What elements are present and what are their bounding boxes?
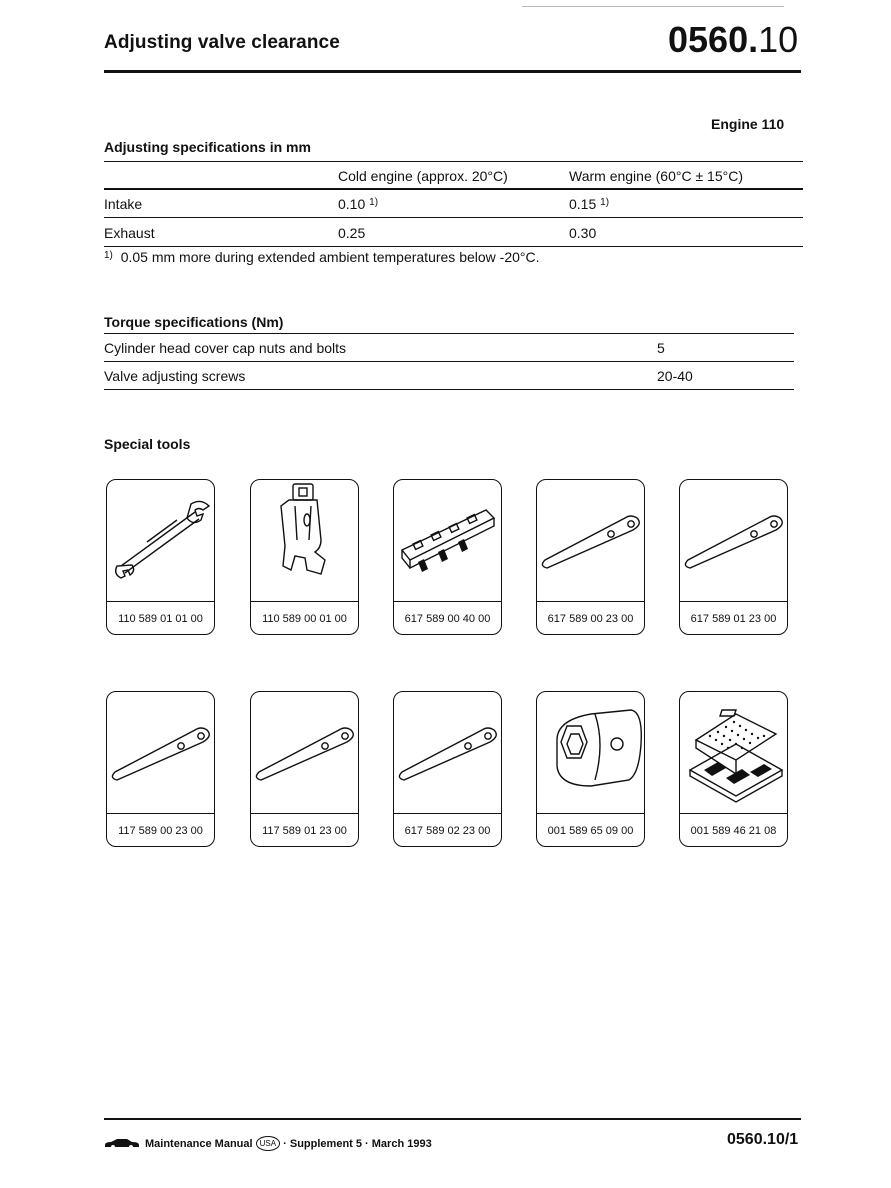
flat-lever-icon [680,480,786,600]
tool-part-number: 117 589 01 23 00 [251,813,358,847]
footer-text: Maintenance Manual USA · Supplement 5 · March 1993 [145,1138,432,1150]
flat-lever-icon [107,692,213,812]
col-cold-header: Cold engine (approx. 20°C) [338,168,508,184]
section-number: 0560.10 [668,19,799,60]
col-warm-header: Warm engine (60°C ± 15°C) [569,168,743,184]
table-rule [104,389,794,390]
tool-part-number: 617 589 00 23 00 [537,601,644,635]
cell-value: 20-40 [657,368,693,384]
top-hairline [522,6,784,7]
tool-card [250,691,359,847]
page-number: 0560.10/1 [727,1131,799,1148]
table-rule [104,333,794,334]
table-rule [104,161,803,162]
footnote: $^{1)}$ 0.05 mm more during extended ambient temperatures below -20°C. [104,249,540,265]
cell-value: 5 [657,340,665,356]
header-rule [104,70,801,73]
row-label: Cylinder head cover cap nuts and bolts [104,340,347,356]
flat-lever-icon [537,480,643,600]
tool-card [393,479,502,635]
tool-part-number: 001 589 65 09 00 [537,813,644,847]
tool-card [106,691,215,847]
tool-card [106,479,215,635]
usa-badge: USA [256,1136,280,1151]
table-rule [104,246,803,247]
tool-case-icon [680,692,786,812]
flat-lever-icon [394,692,500,812]
tool-part-number: 110 589 00 01 00 [251,601,358,635]
tool-part-number: 617 589 00 40 00 [394,601,501,635]
special-tools-heading: Special tools [104,436,191,452]
row-label: Valve adjusting screws [104,368,246,384]
cell-value: 0.15 $^{1)}$ [569,196,610,212]
tool-part-number: 117 589 00 23 00 [107,813,214,847]
tool-card [679,479,788,635]
holding-bar-icon [394,480,500,600]
table-rule [104,188,803,190]
page-title: Adjusting valve clearance [104,32,340,53]
car-logo-icon [104,1137,140,1149]
tool-part-number: 001 589 46 21 08 [680,813,787,847]
tool-part-number: 617 589 01 23 00 [680,601,787,635]
engine-label: Engine 110 [711,116,785,132]
tool-part-number: 617 589 02 23 00 [394,813,501,847]
flat-lever-icon [251,692,357,812]
cell-value: 0.25 [338,225,366,241]
tool-card [679,691,788,847]
socket-adapter-icon [251,480,357,600]
tool-card [393,691,502,847]
double-open-end-wrench-icon [107,480,213,600]
cell-value: 0.30 [569,225,597,241]
row-label: Exhaust [104,225,155,241]
cell-value: 0.10 $^{1)}$ [338,196,379,212]
tool-part-number: 110 589 01 01 00 [107,601,214,635]
footer-rule [104,1118,801,1120]
hex-socket-icon [537,692,643,812]
row-label: Intake [104,196,143,212]
table-rule [104,217,803,218]
torque-heading: Torque specifications (Nm) [104,314,284,330]
table-rule [104,361,794,362]
tool-card [250,479,359,635]
tool-card [536,479,645,635]
tool-card [536,691,645,847]
adjusting-heading: Adjusting specifications in mm [104,139,311,155]
